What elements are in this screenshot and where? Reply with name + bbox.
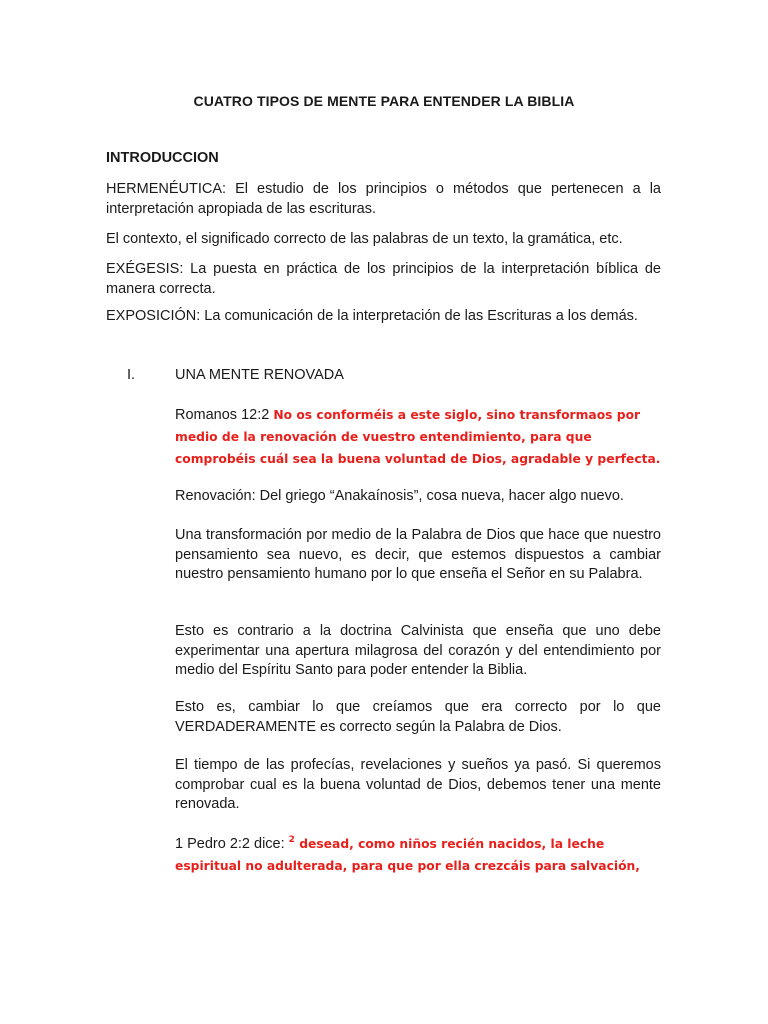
verse-reference: Romanos 12:2	[175, 407, 274, 423]
intro-heading: INTRODUCCION	[106, 150, 219, 166]
paragraph-renovacion: Renovación: Del griego “Anakaínosis”, cosa nueva, hacer algo nuevo.	[175, 488, 624, 504]
paragraph-profecias: El tiempo de las profecías, revelaciones y sueños ya pasó. Si queremos comprobar cual es la buena voluntad de Dios, debemos tener una mente renovada.	[175, 757, 661, 812]
paragraph-verdaderamente: Esto es, cambiar lo que creíamos que era correcto por lo que VERDADERAMENTE es correcto según la Palabra de Dios.	[175, 699, 661, 735]
verse-pedro	[175, 833, 665, 877]
verse-text: desead, como niños recién nacidos, la leche espiritual no adulterada, para que por ella crezcáis para salvación,	[175, 837, 640, 873]
verse-reference: 1 Pedro 2:2 dice:	[175, 836, 289, 852]
intro-paragraph-exposicion: EXPOSICIÓN: La comunicación de la interpretación de las Escrituras a los demás.	[106, 308, 638, 324]
verse-number: 2	[288, 835, 295, 846]
document-title: CUATRO TIPOS DE MENTE PARA ENTENDER LA BIBLIA	[193, 93, 575, 109]
section-number: I.	[127, 367, 136, 383]
paragraph-transformacion: Una transformación por medio de la Palabra de Dios que hace que nuestro pensamiento sea nuevo, es decir, que estemos dispuestos a cambiar nuestro pensamiento humano por lo que enseña el Señor en su Palabra.	[175, 527, 661, 582]
verse-text: No os conforméis a este siglo, sino transformaos por medio de la renovación de vuestro entendimiento, para que comprobéis cuál sea la buena voluntad de Dios, agradable y perfecta.	[175, 408, 661, 466]
paragraph-calvinista: Esto es contrario a la doctrina Calvinista que enseña que uno debe experimentar una apertura milagrosa del corazón y del entendimiento por medio del Espíritu Santo para poder entender la Biblia.	[175, 623, 661, 678]
intro-paragraph-hermeneutica: HERMENÉUTICA: El estudio de los principios o métodos que pertenecen a la interpretación apropiada de las escrituras.	[106, 181, 661, 217]
verse-romanos	[175, 404, 665, 470]
intro-paragraph-contexto: El contexto, el significado correcto de las palabras de un texto, la gramática, etc.	[106, 231, 623, 247]
intro-paragraph-exegesis: EXÉGESIS: La puesta en práctica de los principios de la interpretación bíblica de manera correcta.	[106, 261, 661, 297]
section-title: UNA MENTE RENOVADA	[175, 367, 344, 383]
